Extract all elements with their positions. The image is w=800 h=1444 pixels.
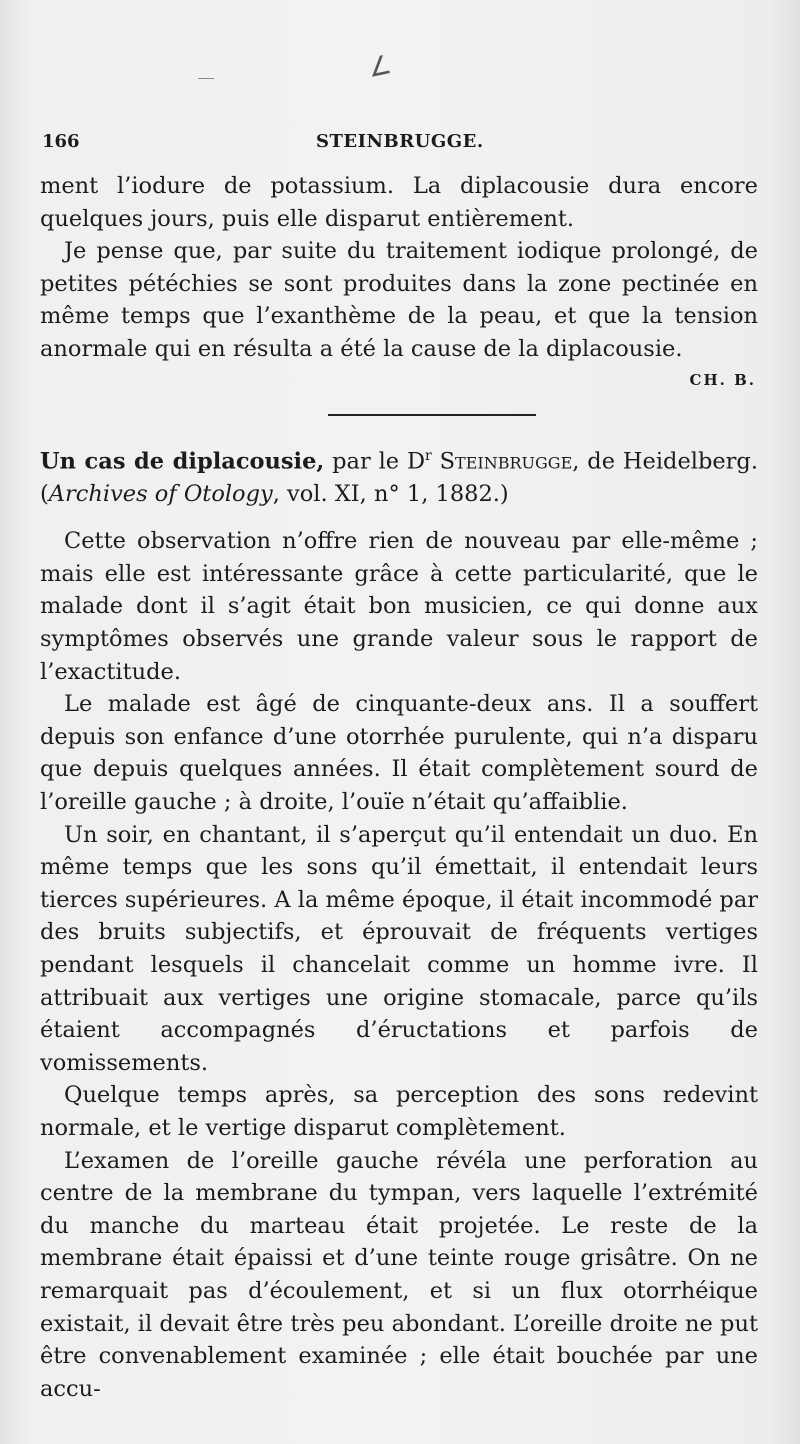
pencil-dash: [198, 78, 214, 79]
paragraph: L’examen de l’oreille gauche révéla une perforation au centre de la membrane du tympan, vers laquelle l’extrémité du manche du marteau était projetée. Le reste de la membrane était épaissi et d’une teinte rouge grisâtre. On ne remarquait pas d’écoulement, et si un flux otorrhéique existait, il devait être très peu abondant. L’oreille droite ne put être convenablement examinée ; elle était bouchée par une accu-: [40, 1147, 758, 1402]
paragraph: Le malade est âgé de cinquante-deux ans. Il a souffert depuis son enfance d’une otorrhée purulente, qui n’a disparu que depuis quelques années. Il était complètement sourd de l’oreille gauche ; à droite, l’ouïe n’était qu’affaiblie.: [40, 691, 758, 815]
article-title: [40, 440, 758, 511]
author-prefix-sup: r: [425, 447, 432, 464]
paragraph: ment l’iodure de potassium. La diplacousie dura encore quelques jours, puis elle disparut entièrement.: [40, 173, 758, 232]
author-name: Steinbrugge: [431, 448, 573, 475]
paragraph: Quelque temps après, sa perception des sons redevint normale, et le vertige disparut complètement.: [40, 1082, 758, 1141]
paragraph: Cette observation n’offre rien de nouveau par elle-même ; mais elle est intéressante grâce à cette particularité, que le malade dont il s’agit était bon musicien, ce qui donne aux symptômes observés une grande valeur sous le rapport de l’exactitude.: [40, 528, 758, 685]
pencil-mark: ∠: [365, 49, 395, 85]
journal-name: Archives of Otology: [48, 480, 273, 507]
page-number: 166: [42, 131, 80, 152]
article-title-bold: Un cas de diplacousie,: [40, 448, 325, 475]
section-rule: [328, 414, 536, 416]
signature: CH. B.: [689, 370, 756, 389]
running-head: STEINBRUGGE.: [316, 131, 484, 152]
title-rest: , de Heidelberg. (: [40, 448, 758, 507]
citation: , vol. XI, n° 1, 1882.): [272, 480, 509, 507]
paragraph: Un soir, en chantant, il s’aperçut qu’il entendait un duo. En même temps que les sons qu’il émettait, il entendait leurs tierces supérieures. A la même époque, il était incommodé par des bruits subjectifs, et éprouvait de fréquents vertiges pendant lesquels il chancelait comme un homme ivre. Il attribuait aux vertiges une origine stomacale, parce qu’ils étaient accompagnés d’éructations et parfois de vomissements.: [40, 821, 758, 1076]
author-prefix: par le D: [324, 448, 426, 475]
page-header: [40, 131, 760, 157]
page-body: [40, 170, 758, 1405]
paragraph: Je pense que, par suite du traitement iodique prolongé, de petites pétéchies se sont produites dans la zone pectinée en même temps que l’exanthème de la peau, et que la tension anormale qui en résulta a été la cause de la diplacousie.: [40, 238, 758, 362]
